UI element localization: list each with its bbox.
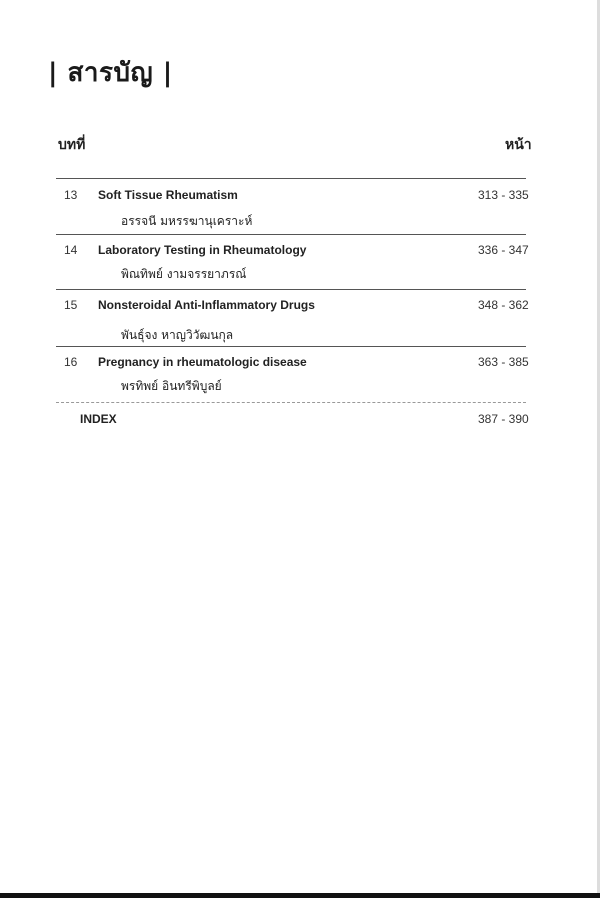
chapter-title: Laboratory Testing in Rheumatology (98, 243, 307, 257)
chapter-author: พิณทิพย์ งามจรรยาภรณ์ (121, 267, 247, 281)
page-title: | สารบัญ | (48, 58, 173, 88)
page-column-header: หน้า (505, 137, 532, 153)
page-range: 348 - 362 (478, 298, 529, 312)
chapter-author: พันธุ์จง หาญวิวัฒนกุล (121, 328, 234, 342)
chapter-number: 16 (64, 355, 78, 369)
divider (56, 178, 526, 179)
page-range: 313 - 335 (478, 188, 529, 202)
page-range: 363 - 385 (478, 355, 529, 369)
chapter-number: 15 (64, 298, 78, 312)
scan-edge (0, 893, 600, 898)
chapter-number: 13 (64, 188, 78, 202)
chapter-column-header: บทที่ (58, 137, 86, 153)
chapter-author: พรทิพย์ อินทรีพิบูลย์ (121, 379, 222, 393)
chapter-author: อรรจนี มหรรฆานุเคราะห์ (121, 214, 253, 228)
divider (56, 289, 526, 290)
index-label: INDEX (80, 412, 117, 426)
index-page-range: 387 - 390 (478, 412, 529, 426)
divider (56, 346, 526, 347)
divider (56, 234, 526, 235)
chapter-title: Nonsteroidal Anti-Inflammatory Drugs (98, 298, 315, 312)
chapter-title: Pregnancy in rheumatologic disease (98, 355, 307, 369)
chapter-title: Soft Tissue Rheumatism (98, 188, 238, 202)
divider (56, 402, 526, 403)
page-range: 336 - 347 (478, 243, 529, 257)
chapter-number: 14 (64, 243, 78, 257)
